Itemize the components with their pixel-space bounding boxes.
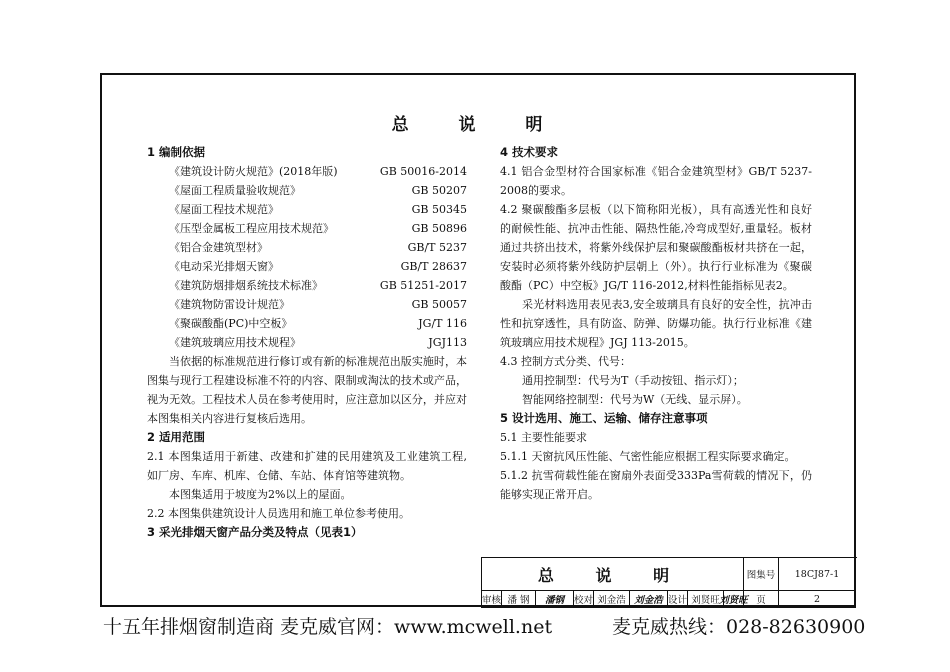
standard-code: GB 50016-2014 — [379, 165, 467, 178]
control-type-smart: 智能网络控制型：代号为W（无线、显示屏）。 — [522, 393, 748, 406]
section-2-1-slope: 本图集适用于坡度为2%以上的屋面。 — [169, 488, 352, 501]
section-1-heading: 1 编制依据 — [147, 145, 206, 159]
footer-right: 麦克威热线：028-82630900 — [612, 616, 866, 638]
standard-row — [147, 181, 467, 200]
standard-row — [147, 333, 467, 352]
standard-row — [147, 219, 467, 238]
check-name: 刘金浩 — [594, 591, 630, 608]
section-5-1-1: 5.1.1 天窗抗风压性能、气密性能应根据工程实际要求确定。 — [500, 450, 796, 463]
check-signature: 刘金浩 — [630, 591, 668, 608]
standard-code: GB/T 28637 — [400, 260, 467, 273]
title-block-title: 总 说 明 — [482, 558, 744, 591]
standard-name: 《建筑玻璃应用技术规程》 — [169, 336, 301, 349]
section-4-1: 4.1 铝合金型材符合国家标准《铝合金建筑型材》GB/T 5237-2008的要求。 — [500, 165, 812, 197]
standards-list — [147, 162, 467, 352]
right-column — [500, 143, 812, 504]
standard-code: GB 50896 — [411, 222, 467, 235]
section-2-2: 2.2 本图集供建筑设计人员选用和施工单位参考使用。 — [147, 507, 410, 520]
section-4-heading: 4 技术要求 — [500, 145, 559, 159]
page-number: 2 — [779, 591, 856, 608]
standard-row — [147, 200, 467, 219]
standard-name: 《铝合金建筑型材》 — [169, 241, 268, 254]
left-column — [147, 143, 467, 542]
section-4-3: 4.3 控制方式分类、代号： — [500, 355, 631, 368]
standard-name: 《建筑设计防火规范》(2018年版) — [169, 165, 338, 178]
review-signature: 潘钢 — [536, 591, 574, 608]
check-label: 校对 — [574, 591, 594, 608]
page-label: 页 — [744, 591, 779, 608]
standard-name: 《屋面工程技术规范》 — [169, 203, 279, 216]
design-name: 刘贤旺 — [688, 591, 724, 608]
standard-row — [147, 276, 467, 295]
standard-code: GB/T 5237 — [407, 241, 467, 254]
standard-name: 《电动采光排烟天窗》 — [169, 260, 279, 273]
standard-code: GB 50345 — [411, 203, 467, 216]
section-3-heading: 3 采光排烟天窗产品分类及特点（见表1） — [147, 525, 363, 539]
section-2-heading: 2 适用范围 — [147, 430, 206, 444]
section-5-1: 5.1 主要性能要求 — [500, 431, 587, 444]
standard-name: 《建筑防烟排烟系统技术标准》 — [169, 279, 323, 292]
standard-row — [147, 238, 467, 257]
atlas-number: 18CJ87-1 — [779, 558, 856, 591]
standard-code: GB 50057 — [411, 298, 467, 311]
section-4-2-glass: 采光材料选用表见表3,安全玻璃具有良好的安全性，抗冲击性和抗穿透性，具有防盗、防弹、防爆功能。执行行业标准《建筑玻璃应用技术规程》JGJ 113-2015。 — [500, 298, 812, 349]
standard-code: JG/T 116 — [418, 317, 467, 330]
standard-row — [147, 257, 467, 276]
standard-name: 《压型金属板工程应用技术规范》 — [169, 222, 334, 235]
section-5-heading: 5 设计选用、施工、运输、储存注意事项 — [500, 411, 708, 425]
page-title: 总 说 明 — [391, 115, 565, 135]
section-5-1-2: 5.1.2 抗雪荷载性能在窗扇外表面受333Pa雪荷载的情况下，仍能够实现正常开启。 — [500, 469, 812, 501]
standard-code: JGJ113 — [428, 336, 467, 349]
footer-left: 十五年排烟窗制造商 麦克威官网：www.mcwell.net — [103, 616, 553, 638]
title-block — [481, 557, 857, 608]
design-signature: 刘贤旺 — [724, 591, 744, 608]
design-label: 设计 — [668, 591, 688, 608]
standards-note: 当依据的标准规范进行修订或有新的标准规范出版实施时，本图集与现行工程建设标准不符的内容、限制或淘汰的技术或产品，视为无效。工程技术人员在参考使用时，应注意加以区分，并应对本图集相关内容进行复核后选用。 — [147, 355, 467, 425]
atlas-label: 图集号 — [744, 558, 779, 591]
control-type-general: 通用控制型：代号为T（手动按钮、指示灯）； — [522, 374, 744, 387]
standard-row — [147, 295, 467, 314]
drawing-frame — [100, 73, 856, 607]
standard-row — [147, 314, 467, 333]
standard-name: 《屋面工程质量验收规范》 — [169, 184, 301, 197]
section-4-2: 4.2 聚碳酸酯多层板（以下简称阳光板），具有高透光性和良好的耐候性能、抗冲击性能、隔热性能,冷弯成型好,重量轻。板材通过共挤出技术，将紫外线保护层和聚碳酸酯板材共挤在一起，安装时必须将紫外线防护层朝上（外）。执行行业标准为《聚碳酸酯（PC）中空板》JG/T 116-2012,材料性能指标见表2。 — [500, 203, 812, 292]
standard-code: GB 51251-2017 — [379, 279, 467, 292]
section-2-1: 2.1 本图集适用于新建、改建和扩建的民用建筑及工业建筑工程,如厂房、车库、机库、仓储、车站、体育馆等建筑物。 — [147, 450, 467, 482]
standard-name: 《聚碳酸酯(PC)中空板》 — [169, 317, 293, 330]
standard-code: GB 50207 — [411, 184, 467, 197]
standard-name: 《建筑物防雷设计规范》 — [169, 298, 290, 311]
review-label: 审核 — [482, 591, 502, 608]
standard-row — [147, 162, 467, 181]
review-name: 潘 钢 — [502, 591, 536, 608]
